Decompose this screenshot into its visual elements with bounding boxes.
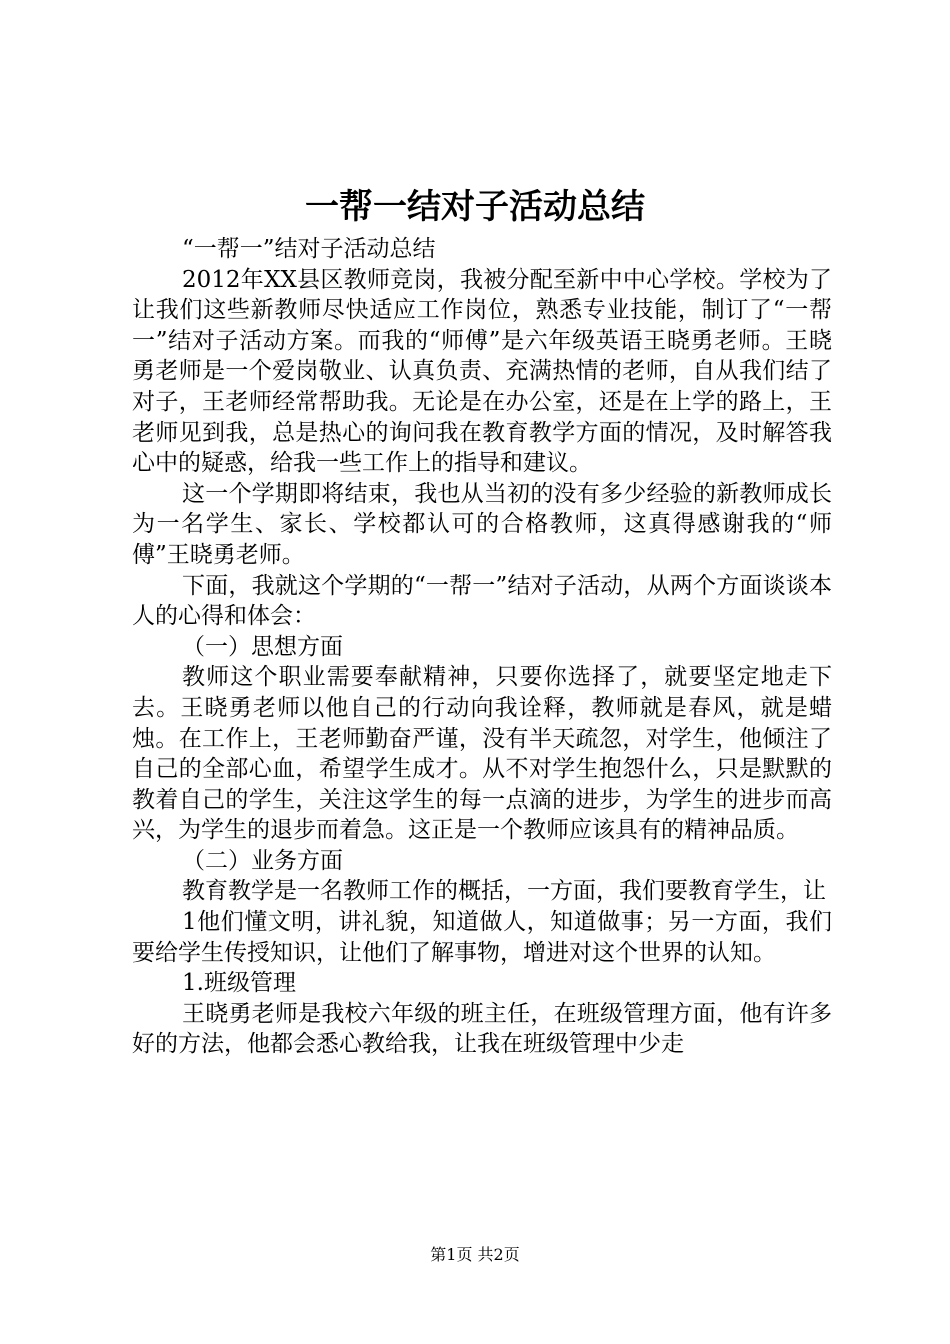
paragraph: 王晓勇老师是我校六年级的班主任，在班级管理方面，他有许多好的方法，他都会悉心教给我，让我在班级管理中少走 [132, 1000, 832, 1058]
paragraph: 教师这个职业需要奉献精神，只要你选择了，就要坚定地走下去。王晓勇老师以他自己的行动向我诠释，教师就是春风，就是蜡烛。在工作上，王老师勤奋严谨，没有半天疏忽，对学生，他倾注了自己的全部心血，希望学生成才。从不对学生抱怨什么，只是默默的教着自己的学生，关注这学生的每一点滴的进步，为学生的进步而高兴，为学生的退步而着急。这正是一个教师应该具有的精神品质。 [132, 664, 832, 844]
section-heading: 1.班级管理 [182, 970, 296, 997]
section-heading: （二）业务方面 [182, 847, 343, 874]
page-footer: 第1页 共2页 [430, 1245, 520, 1264]
section-heading: （一）思想方面 [182, 633, 343, 660]
document-body [132, 234, 832, 1060]
paragraph: 2012年XX县区教师竞岗，我被分配至新中中心学校。学校为了让我们这些新教师尽快适应工作岗位，熟悉专业技能，制订了“一帮一”结对子活动方案。而我的“师傅”是六年级英语王晓勇老师。王晓勇老师是一个爱岗敬业、认真负责、充满热情的老师，自从我们结了对子，王老师经常帮助我。无论是在办公室，还是在上学的路上，王老师见到我，总是热心的询问我在教育教学方面的情况，及时解答我心中的疑惑，给我一些工作上的指导和建议。 [132, 266, 832, 477]
paragraph: 1他们懂文明，讲礼貌，知道做人，知道做事；另一方面，我们要给学生传授知识，让他们了解事物，增进对这个世界的认知。 [132, 909, 832, 966]
paragraph: 下面，我就这个学期的“一帮一”结对子活动，从两个方面谈谈本人的心得和体会： [132, 572, 832, 630]
paragraph: 这一个学期即将结束，我也从当初的没有多少经验的新教师成长为一名学生、家长、学校都认可的合格教师，这真得感谢我的“师傅”王晓勇老师。 [132, 480, 832, 568]
document-title: 一帮一结对子活动总结 [305, 187, 645, 227]
paragraph-subtitle: “一帮一”结对子活动总结 [182, 236, 436, 262]
paragraph: 教育教学是一名教师工作的概括，一方面，我们要教育学生，让 [182, 878, 826, 905]
